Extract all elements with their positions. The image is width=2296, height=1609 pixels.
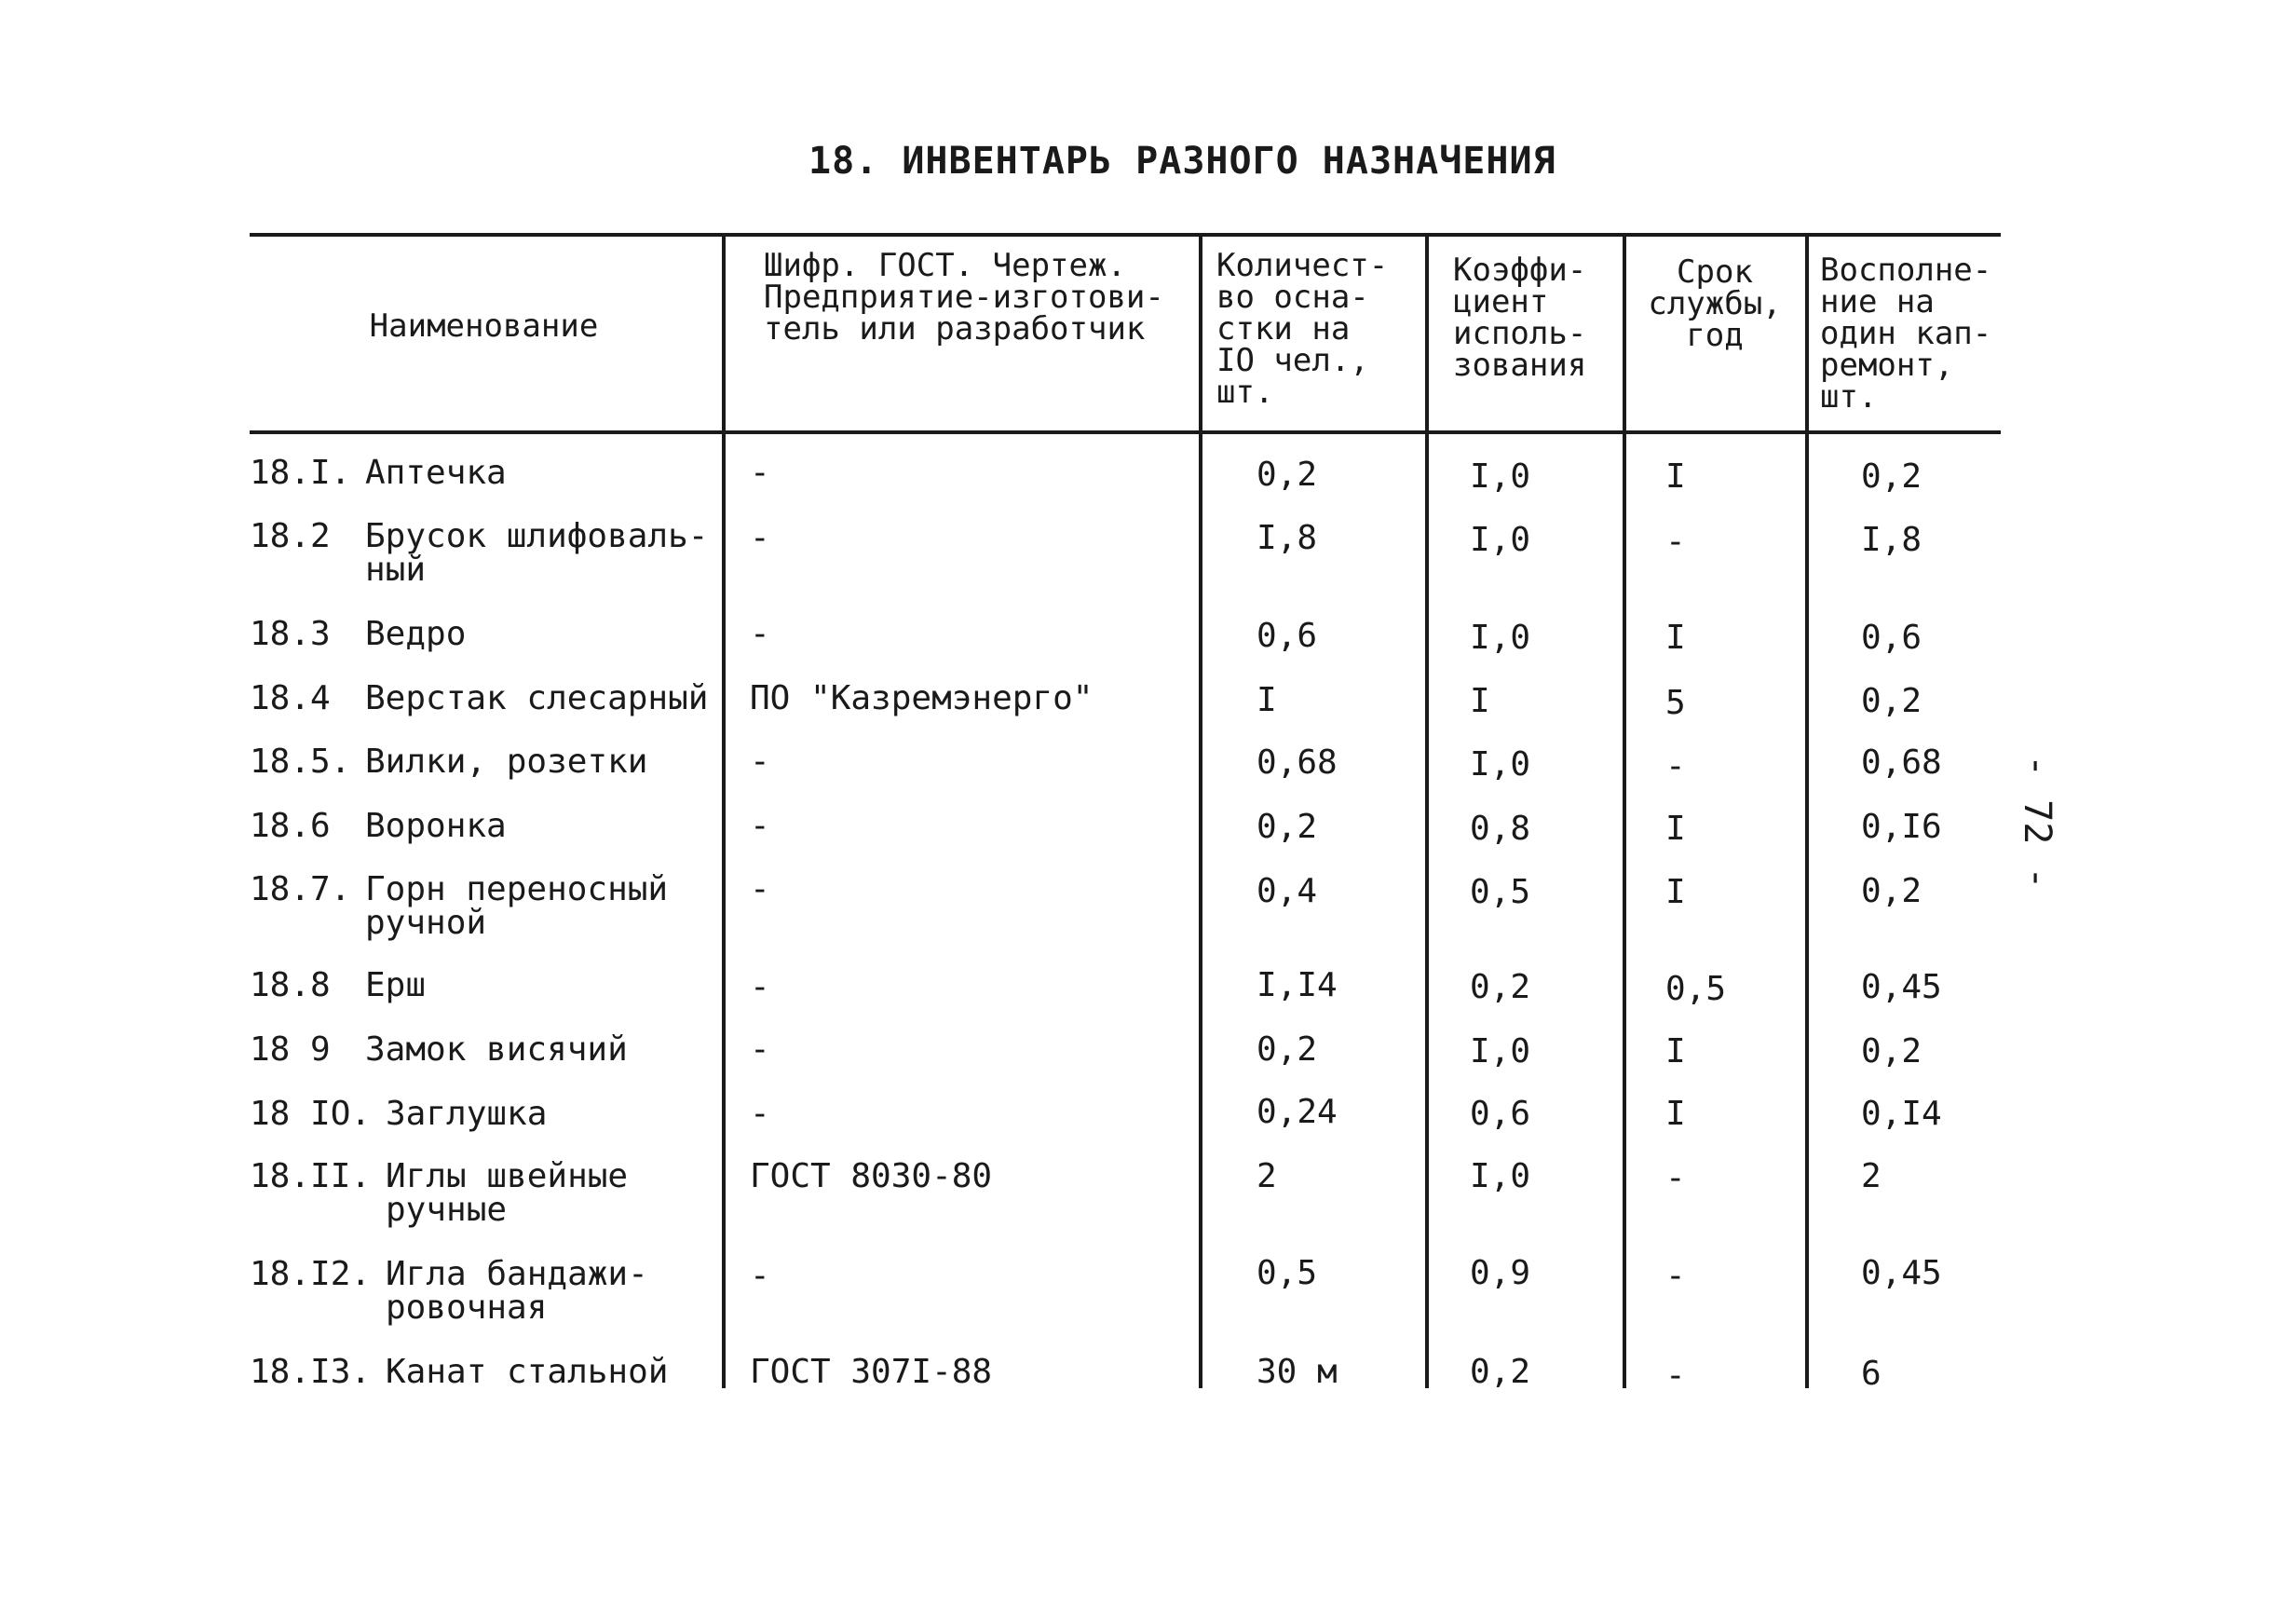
column-divider	[1199, 233, 1202, 1388]
row-life: I	[1665, 457, 1686, 496]
row-number: 18.3	[250, 615, 331, 653]
row-name: Аптечка	[365, 454, 507, 492]
row-coef: I,0	[1470, 1032, 1531, 1070]
row-qty: 2	[1257, 1157, 1277, 1195]
row-gost: -	[750, 870, 770, 908]
row-name: Иглы швейные ручные	[386, 1157, 629, 1229]
row-life: I	[1665, 1095, 1686, 1133]
row-coef: I,0	[1470, 745, 1531, 784]
row-repl: 0,2	[1861, 457, 1922, 496]
row-repl: 0,I6	[1861, 808, 1942, 846]
row-coef: 0,5	[1470, 873, 1531, 911]
header-gost: Шифр. ГОСТ. Чертеж. Предприятие-изготови- тель или разработчик	[764, 247, 1164, 348]
row-coef: I,0	[1470, 457, 1531, 496]
column-divider	[1805, 233, 1809, 1388]
row-life: -	[1665, 523, 1686, 561]
row-repl: 0,2	[1861, 1032, 1922, 1070]
header-repl: Восполне- ние на один кап- ремонт, шт.	[1820, 252, 1992, 416]
row-repl: I,8	[1861, 521, 1922, 559]
row-number: 18.8	[250, 966, 331, 1004]
row-life: -	[1665, 1159, 1686, 1197]
row-qty: 0,5	[1257, 1254, 1318, 1292]
row-name: Брусок шлифоваль- ный	[365, 517, 709, 589]
row-number: 18.II.	[250, 1157, 372, 1195]
row-number: 18.4	[250, 679, 331, 717]
row-repl: 0,68	[1861, 743, 1942, 782]
row-coef: 0,9	[1470, 1254, 1531, 1292]
row-life: 5	[1665, 684, 1686, 722]
row-life: I	[1665, 619, 1686, 657]
row-name: Заглушка	[386, 1095, 548, 1133]
row-number: 18.I.	[250, 454, 351, 492]
row-name: Ерш	[365, 966, 427, 1004]
column-divider	[1425, 233, 1429, 1388]
section-title: 18. ИНВЕНТАРЬ РАЗНОГО НАЗНАЧЕНИЯ	[808, 140, 1556, 183]
row-gost: ГОСТ 8030-80	[750, 1157, 993, 1195]
row-repl: 2	[1861, 1157, 1882, 1195]
row-name: Вилки, розетки	[365, 743, 648, 781]
row-coef: I,0	[1470, 521, 1531, 559]
row-gost: -	[750, 519, 770, 557]
row-gost: ГОСТ 307I-88	[750, 1353, 993, 1391]
row-qty: 30 м	[1257, 1353, 1338, 1391]
row-life: -	[1665, 747, 1686, 785]
row-qty: 0,68	[1257, 743, 1338, 782]
row-life: -	[1665, 1257, 1686, 1295]
header-life: Срок службы, год	[1648, 253, 1782, 354]
row-gost: -	[750, 743, 770, 781]
table-top-rule	[250, 233, 2001, 237]
row-number: 18.5.	[250, 743, 351, 781]
row-repl: 0,2	[1861, 872, 1922, 910]
row-gost: -	[750, 1257, 770, 1295]
row-gost: -	[750, 1095, 770, 1133]
row-coef: 0,2	[1470, 1353, 1531, 1391]
header-qty: Количест- во осна- стки на IO чел., шт.	[1216, 247, 1389, 411]
page-number: - 72 -	[2016, 755, 2058, 890]
row-qty: 0,4	[1257, 872, 1318, 910]
row-coef: I	[1470, 682, 1490, 720]
row-qty: 0,2	[1257, 1030, 1318, 1069]
column-divider	[722, 233, 726, 1388]
row-number: 18 9	[250, 1030, 331, 1069]
row-number: 18.7.	[250, 870, 351, 908]
row-coef: 0,2	[1470, 968, 1531, 1006]
row-gost: -	[750, 615, 770, 653]
row-name: Игла бандажи- ровочная	[386, 1255, 648, 1327]
row-qty: 0,6	[1257, 617, 1318, 655]
row-gost: -	[750, 968, 770, 1006]
row-qty: 0,24	[1257, 1093, 1338, 1131]
row-number: 18.I3.	[250, 1353, 372, 1391]
row-name: Верстак слесарный	[365, 679, 709, 717]
column-divider	[1623, 233, 1626, 1388]
row-qty: I,8	[1257, 519, 1318, 557]
row-number: 18 IO.	[250, 1095, 372, 1133]
row-gost: -	[750, 1030, 770, 1069]
row-coef: 0,6	[1470, 1095, 1531, 1133]
row-repl: 0,2	[1861, 682, 1922, 720]
row-life: -	[1665, 1357, 1686, 1395]
row-gost: ПО "Казремэнерго"	[750, 679, 1094, 717]
row-repl: 0,45	[1861, 1254, 1942, 1292]
row-life: I	[1665, 873, 1686, 911]
row-qty: I,I4	[1257, 966, 1338, 1004]
row-repl: 0,6	[1861, 619, 1922, 657]
row-name: Ведро	[365, 615, 467, 653]
row-repl: 6	[1861, 1355, 1882, 1393]
row-number: 18.I2.	[250, 1255, 372, 1293]
row-name: Воронка	[365, 807, 507, 845]
row-coef: I,0	[1470, 619, 1531, 657]
row-name: Канат стальной	[386, 1353, 669, 1391]
row-gost: -	[750, 454, 770, 492]
row-name: Замок висячий	[365, 1030, 628, 1069]
row-repl: 0,45	[1861, 968, 1942, 1006]
row-gost: -	[750, 807, 770, 845]
header-name: Наименование	[369, 307, 599, 345]
row-qty: 0,2	[1257, 808, 1318, 846]
table-header-rule	[250, 430, 2001, 434]
row-name: Горн переносный ручной	[365, 870, 669, 942]
row-number: 18.2	[250, 517, 331, 555]
row-qty: 0,2	[1257, 456, 1318, 494]
header-coef: Коэффи- циент исполь- зования	[1453, 252, 1587, 384]
row-life: I	[1665, 810, 1686, 848]
row-number: 18.6	[250, 807, 331, 845]
row-life: I	[1665, 1032, 1686, 1070]
row-life: 0,5	[1665, 970, 1727, 1008]
row-coef: I,0	[1470, 1157, 1531, 1195]
row-repl: 0,I4	[1861, 1095, 1942, 1133]
row-qty: I	[1257, 681, 1277, 719]
row-coef: 0,8	[1470, 810, 1531, 848]
